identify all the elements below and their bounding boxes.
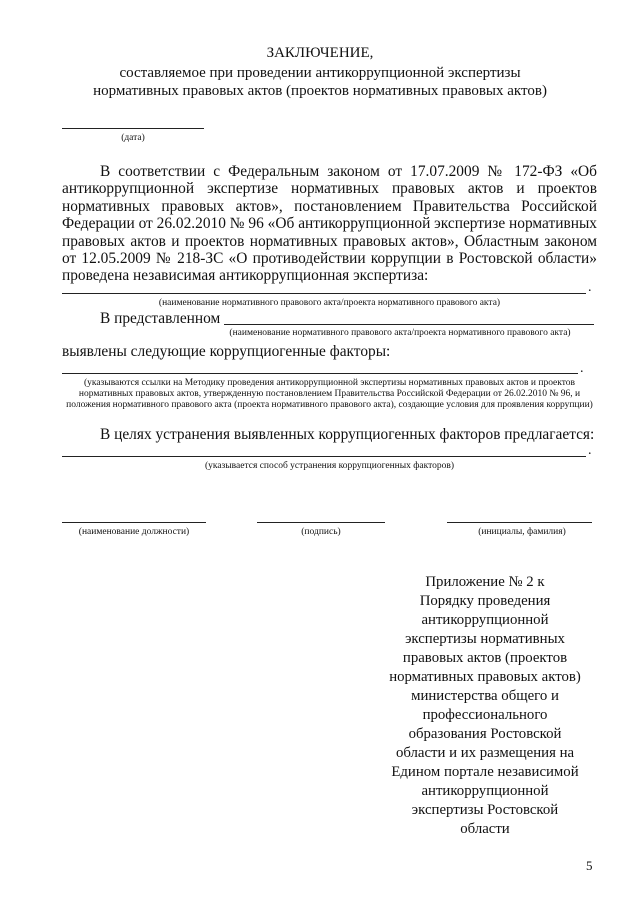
name-line	[447, 522, 592, 523]
appendix-line: антикоррупционной	[421, 783, 549, 799]
factors-line	[62, 373, 578, 374]
signature-caption: (подпись)	[301, 527, 341, 537]
act-name-caption-2: (наименование нормативного правового акта/проекта нормативного правового акта)	[229, 328, 571, 338]
appendix-line: Приложение № 2 к	[425, 574, 545, 590]
act-name-line-1	[62, 293, 586, 294]
appendix-line: области	[460, 821, 510, 837]
appendix-line: министерства общего и	[411, 688, 559, 704]
act-name-caption-1: (наименование нормативного правового акта/проекта нормативного правового акта)	[158, 298, 501, 308]
signature-line	[257, 522, 385, 523]
name-caption: (инициалы, фамилия)	[478, 527, 566, 537]
in-presented-label: В представленном	[100, 310, 221, 327]
appendix-block	[385, 573, 585, 839]
elimination-label: В целях устранения выявленных коррупциогенных факторов предлагается:	[100, 426, 595, 443]
appendix-line: экспертизы Ростовской	[411, 802, 559, 818]
appendix-line: нормативных правовых актов)	[389, 669, 581, 685]
appendix-line: образования Ростовской	[408, 726, 562, 742]
appendix-line: профессионального	[422, 707, 548, 723]
document-title: ЗАКЛЮЧЕНИЕ,	[266, 45, 374, 61]
date-caption: (дата)	[121, 133, 145, 143]
appendix-line: Едином портале независимой	[391, 764, 579, 780]
date-line	[62, 128, 204, 129]
intro-paragraph: В соответствии с Федеральным законом от 17.07.2009 № 172-ФЗ «Об антикоррупционной экспертизе нормативных правовых актов и проектов нормативных правовых актов», постановлением Правительства Российской Федерации от 26.02.2010 № 96 «Об антикоррупционной экспертизе нормативных правовых актов и проектов нормативных правовых актов», Областным законом от 12.05.2009 № 218-ЗС «О противодействии коррупции в Ростовской области» проведена независимая антикоррупционная экспертиза:	[62, 163, 597, 285]
factors-found-label: выявлены следующие коррупциогенные факторы:	[62, 343, 391, 360]
position-caption: (наименование должности)	[78, 527, 190, 537]
factors-caption: (указываются ссылки на Методику проведения антикоррупционной экспертизы нормативных правовых актов и проектов нормативных правовых актов, утвержденную постановлением Правительства Российской Федерации от 26.02.2010 № 96, и положения нормативного правового акта (проекта нормативного правового акта), создающие условия для проявления коррупции)	[66, 378, 593, 410]
appendix-line: области и их размещения на	[395, 745, 575, 761]
appendix-line: Порядку проведения	[419, 593, 551, 609]
position-line	[62, 522, 206, 523]
page-number: 5	[586, 858, 593, 873]
elimination-line	[62, 456, 586, 457]
elimination-caption: (указывается способ устранения коррупциогенных факторов)	[204, 461, 455, 471]
period-mark: .	[580, 361, 584, 376]
appendix-line: правовых актов (проектов	[402, 650, 568, 666]
appendix-line: антикоррупционной	[421, 612, 549, 628]
document-subtitle-line-1: составляемое при проведении антикоррупционной экспертизы	[119, 65, 521, 81]
period-mark: .	[588, 280, 592, 295]
appendix-line: экспертизы нормативных	[405, 631, 565, 647]
document-subtitle-line-2: нормативных правовых актов (проектов нормативных правовых актов)	[93, 83, 547, 99]
act-name-line-2	[224, 324, 594, 325]
period-mark: .	[588, 443, 592, 458]
